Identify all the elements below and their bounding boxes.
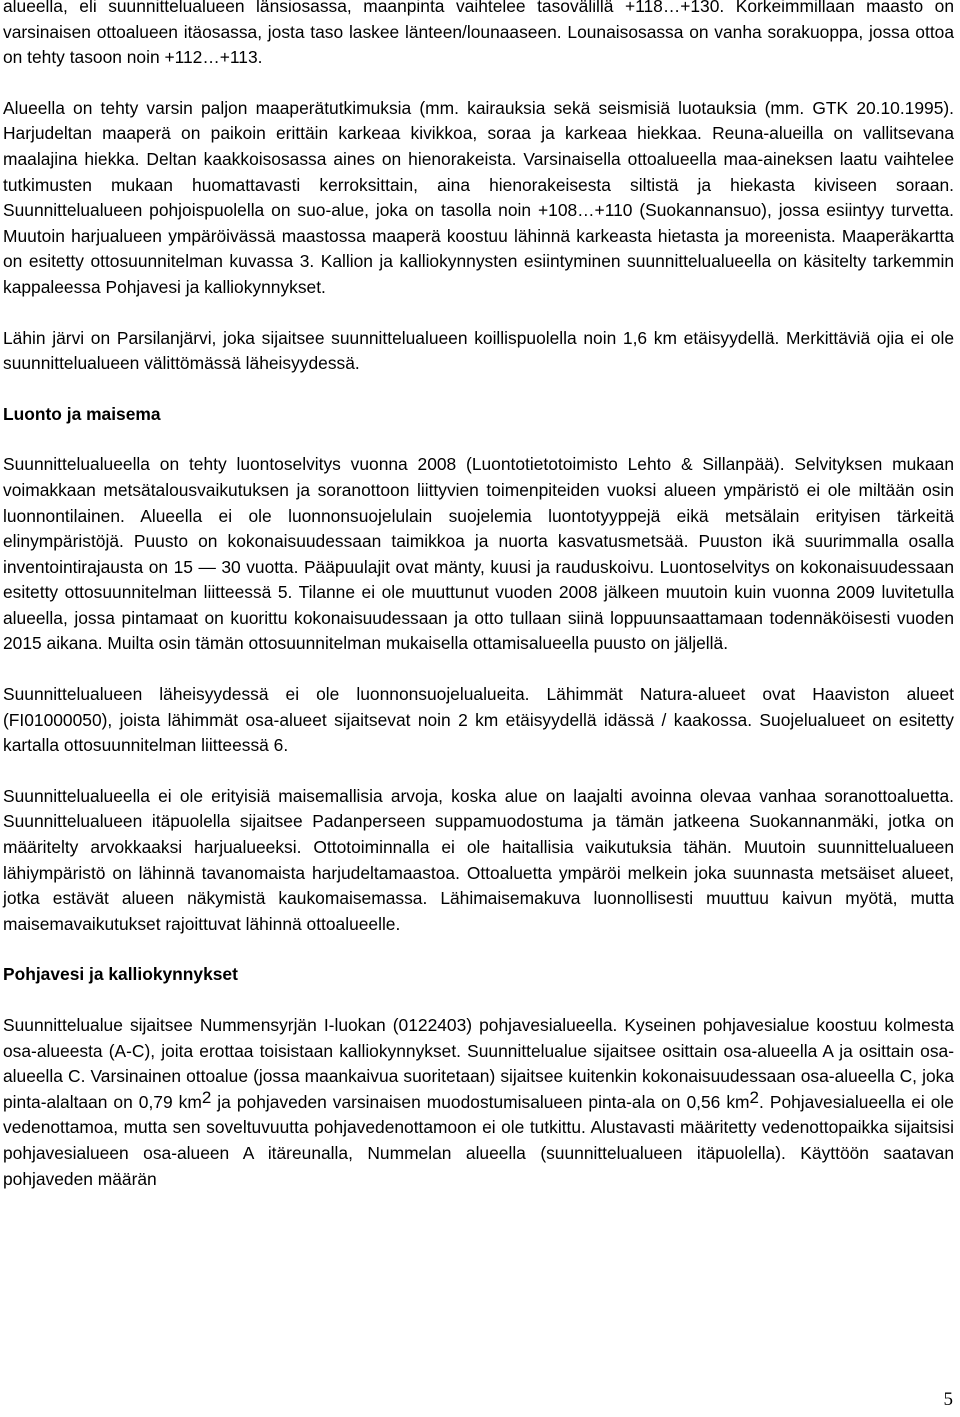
paragraph-groundwater: [3, 1013, 954, 1192]
paragraph-landscape: Suunnittelualueella ei ole erityisiä maisemallisia arvoja, koska alue on laajalti avoinna olevaa vanhaa soranottoaluetta. Suunnittelualueen itäpuolella sijaitsee Padanperseen suppamuodostuma ja tämän jatkeena Suokannanmäki, jotka on määritelty arvokkaaksi harjualueeksi. Ottotoiminnalla ei ole haitallisia vaikutuksia tähän. Muutoin suunnittelualueen lähiympäristö on lähinnä tavanomaista harjudeltamaastoa. Ottoaluetta ympäröi melkein joka suunnasta metsäiset alueet, jotka estävät alueen näkymistä kaukomaisemassa. Lähimaisemakuva luonnollisesti muuttuu kaivun myötä, mutta maisemavaikutukset rajoittuvat lähinnä ottoalueelle.: [3, 785, 954, 934]
superscript-squared: 2: [201, 1087, 212, 1107]
paragraph-nearest-lake: Lähin järvi on Parsilanjärvi, joka sijaitsee suunnittelualueen koillispuolella noin 1,6 km etäisyydellä. Merkittäviä ojia ei ole suunnittelualueen välittömässä läheisyydessä.: [3, 327, 954, 374]
superscript-squared: 2: [749, 1087, 760, 1107]
groundwater-text-part-3: . Pohjavesialueella ei ole vedenottamoa, mutta sen soveltuvuutta pohjavedenottamoon ei ole tutkittu. Alustavasti määritetty vedenottopaikka sijaitsisi pohjavesialueen osa-alueen A itäreunalla, Nummelan alueella (suunnittelualueen itäpuolella). Käyttöön saatavan pohjaveden määrän: [3, 1091, 954, 1189]
paragraph-terrain: alueella, eli suunnittelualueen länsiosassa, maanpinta vaihtelee tasovälillä +118…+130. Korkeimmillaan maasto on varsinaisen ottoalueen itäosassa, josta taso laskee länteen/lounaaseen. Lounaisosassa on vanha sorakuoppa, jossa ottoa on tehty tasoon noin +112…+113.: [3, 0, 954, 68]
groundwater-text-part-2: ja pohjaveden varsinaisen muodostumisalueen pinta-ala on 0,56 km: [211, 1091, 750, 1112]
page-number: 5: [943, 1389, 953, 1410]
document-page: [3, 0, 954, 1192]
heading-pohjavesi-ja-kalliokynnykset: Pohjavesi ja kalliokynnykset: [3, 964, 238, 985]
paragraph-soil-surveys: Alueella on tehty varsin paljon maaperätutkimuksia (mm. kairauksia sekä seismisiä luotauksia (mm. GTK 20.10.1995). Harjudeltan maaperä on paikoin erittäin karkeaa kivikkoa, soraa ja karkeaa hiekkaa. Reuna-alueilla on vallitsevana maalajina hiekka. Deltan kaakkoisosassa aines on hienorakeista. Varsinaisella ottoalueella maa-aineksen laatu vaihtelee tutkimusten mukaan huomattavasti kerroksittain, aina hienorakeisesta siltistä ja hiekasta kiviseen soraan. Suunnittelualueen pohjoispuolella on suo-alue, joka on tasolla noin +108…+110 (Suokannansuo), jossa esiintyy turvetta. Muutoin harjualueen ympäröivässä maastossa maaperä koostuu lähinnä karkeasta hietasta ja moreenista. Maaperäkartta on esitetty ottosuunnitelman kuvassa 3. Kallion ja kalliokynnysten esiintyminen suunnittelualueella on käsitelty tarkemmin kappaleessa Pohjavesi ja kalliokynnykset.: [3, 97, 954, 297]
groundwater-text-part-1: Suunnittelualue sijaitsee Nummensyrjän I-luokan (0122403) pohjavesialueella. Kyseinen pohjavesialue koostuu kolmesta osa-alueesta (A-C), joita erottaa toisistaan kalliokynnykset. Suunnittelualue sijaitsee osittain osa-alueella A ja osittain osa-alueella C. Varsinainen ottoalue (jossa maankaivua suoritetaan) sijaitsee kuitenkin kokonaisuudessaan osa-alueella C, joka pinta-alaltaan on 0,79 km: [3, 1015, 954, 1112]
paragraph-nature-survey: Suunnittelualueella on tehty luontoselvitys vuonna 2008 (Luontotietotoimisto Lehto & Sillanpää). Selvityksen mukaan voimakkaan metsätalousvaikutuksen ja soranottoon liittyvien toimenpiteiden vuoksi alueen ympäristö ei ole miltään osin luonnontilainen. Alueella ei ole luonnonsuojelulain suojelemia luontotyyppejä eikä metsälain erityisen tärkeitä elinympäristöjä. Puusto on kokonaisuudessaan taimikkoa ja nuorta kasvatusmetsää. Puuston ikä suurimmalla osalla inventointirajausta on 15 — 30 vuotta. Pääpuulajit ovat mänty, kuusi ja rauduskoivu. Luontoselvitys on kokonaisuudessaan esitetty ottosuunnitelman liitteessä 5. Tilanne ei ole muuttunut vuoden 2008 jälkeen muutoin kuin vuonna 2009 luvitetulla alueella, jossa pintamaat on kuorittu kokonaisuudessaan ja otto tullaan siinä loppuunsaattamaan todennäköisesti vuoden 2015 aikana. Muilta osin tämän ottosuunnitelman mukaisella ottamisalueella puusto on jäljellä.: [3, 454, 954, 654]
paragraph-protected-areas: Suunnittelualueen läheisyydessä ei ole luonnonsuojelualueita. Lähimmät Natura-alueet ovat Haaviston alueet (FI01000050), joista lähimmät osa-alueet sijaitsevat noin 2 km etäisyydellä idässä / kaakossa. Suojelualueet on esitetty kartalla ottosuunnitelman liitteessä 6.: [3, 684, 954, 756]
heading-luonto-ja-maisema: Luonto ja maisema: [3, 403, 161, 424]
